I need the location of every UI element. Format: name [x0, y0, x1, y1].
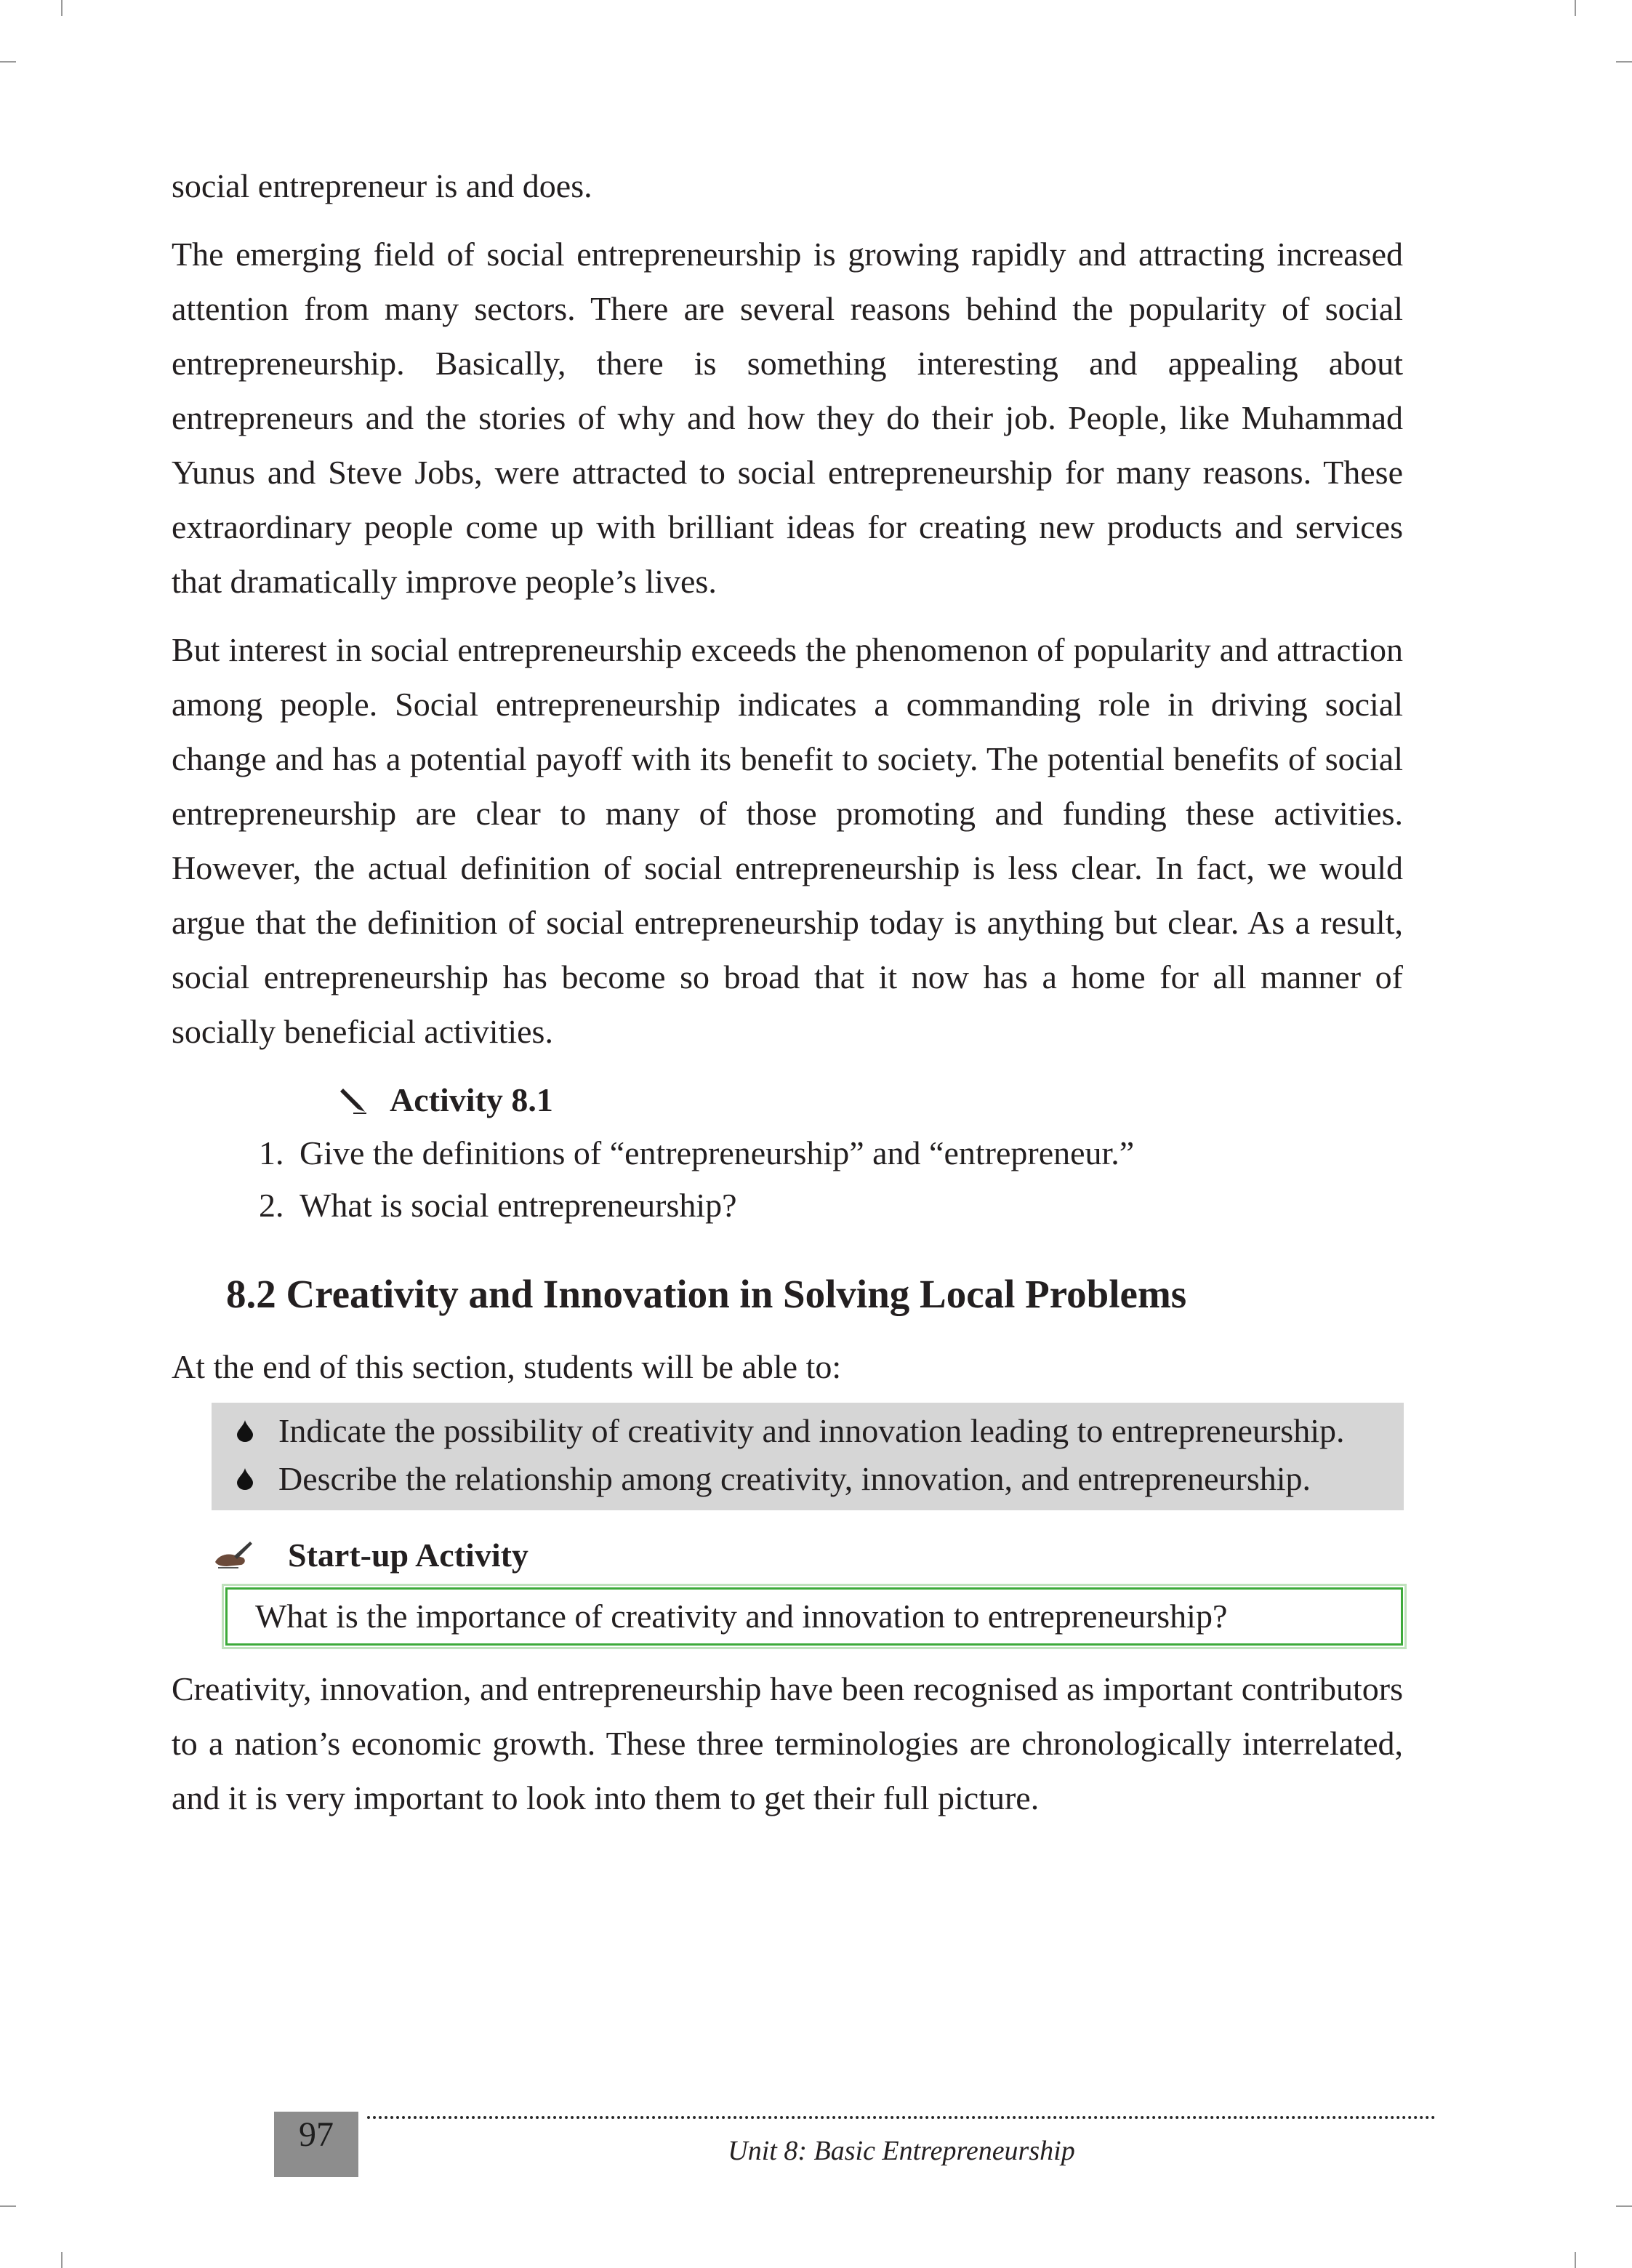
list-item: 1. Give the definitions of “entrepreneurship” and “entrepreneur.”	[292, 1127, 1403, 1179]
writing-hand-icon	[214, 1540, 253, 1569]
crop-mark	[1616, 2205, 1632, 2207]
paragraph: But interest in social entrepreneurship exceeds the phenomenon of popularity and attraction among people. Social entrepreneurship indicates a commanding role in driving social change and has a potential payoff with its benefit to society. The potential benefits of social entrepreneurship are clear to many of those promoting and funding these activities. However, the actual definition of social entrepreneurship is less clear. In fact, we would argue that the definition of social entrepreneurship today is anything but clear. As a result, social entrepreneurship has become so broad that it now has a home for all manner of socially beneficial activities.	[172, 631, 1403, 1050]
section-intro: At the end of this section, students will be able to:	[172, 1348, 842, 1385]
crop-mark	[61, 0, 63, 16]
objective-text: Describe the relationship among creativity, innovation, and entrepreneurship.	[278, 1460, 1311, 1497]
startup-heading	[214, 1529, 1403, 1580]
crop-mark	[1575, 2252, 1576, 2268]
objective-text: Indicate the possibility of creativity and innovation leading to entrepreneurship.	[278, 1412, 1345, 1449]
footer-unit-title: Unit 8: Basic Entrepreneurship	[728, 2136, 1075, 2166]
activity-heading	[339, 1073, 1403, 1127]
drop-bullet-icon	[212, 1455, 278, 1490]
crop-mark	[0, 61, 16, 63]
objective-item	[212, 1455, 1404, 1503]
objectives-box	[212, 1403, 1404, 1510]
activity-list	[172, 1127, 1403, 1232]
paragraph: social entrepreneur is and does.	[172, 167, 592, 204]
objective-item	[212, 1407, 1404, 1455]
page-content	[172, 159, 1403, 1825]
crop-mark	[1616, 61, 1632, 63]
crop-mark	[61, 2252, 63, 2268]
drop-bullet-icon	[212, 1407, 278, 1442]
paragraph: Creativity, innovation, and entrepreneurship have been recognised as important contributors to a nation’s economic growth. These three terminologies are chronologically interrelated, and it is very important to look into them to get their full picture.	[172, 1670, 1403, 1816]
pencil-icon	[339, 1086, 368, 1115]
activity-title: Activity 8.1	[390, 1081, 553, 1118]
crop-mark	[0, 2205, 16, 2207]
startup-title: Start-up Activity	[288, 1536, 528, 1574]
startup-question-box: What is the importance of creativity and innovation to entrepreneurship?	[225, 1587, 1403, 1646]
crop-mark	[1575, 0, 1576, 16]
footer-rule	[367, 2116, 1436, 2119]
paragraph: The emerging field of social entrepreneurship is growing rapidly and attracting increased attention from many sectors. There are several reasons behind the popularity of social entrepreneurship. Basically, there is something interesting and appealing about entrepreneurs and the stories of why and how they do their job. People, like Muhammad Yunus and Steve Jobs, were attracted to social entrepreneurship for many reasons. These extraordinary people come up with brilliant ideas for creating new products and services that dramatically improve people’s lives.	[172, 236, 1403, 600]
section-heading: 8.2 Creativity and Innovation in Solving Local Problems	[226, 1272, 1187, 1316]
page-number: 97	[274, 2112, 358, 2177]
list-item: 2. What is social entrepreneurship?	[292, 1179, 1403, 1232]
